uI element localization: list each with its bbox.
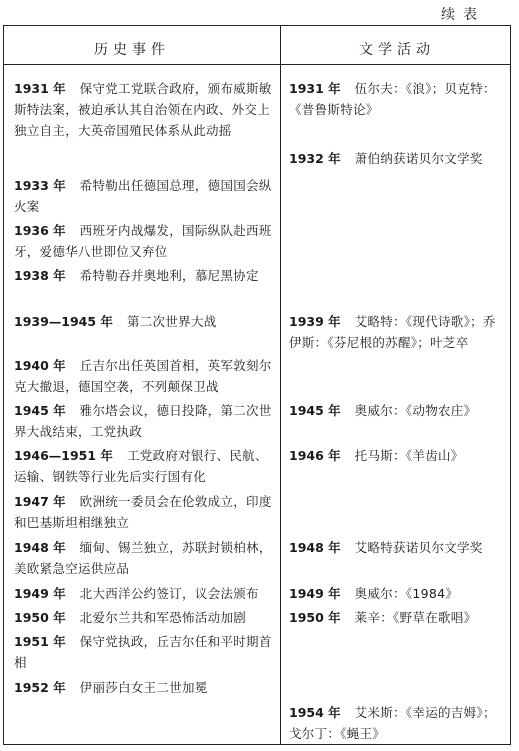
continued-label: 续表 bbox=[441, 7, 485, 23]
literature-entry: 1949 年 奥威尔：《1984》 bbox=[289, 586, 459, 601]
literature-header: 文学活动 bbox=[359, 42, 435, 58]
chronology-table bbox=[3, 25, 511, 745]
literature-entry: 1932 年 萧伯纳获诺贝尔文学奖 bbox=[289, 151, 483, 166]
history-entry: 1951 年 保守党执政，丘吉尔任和平时期首相 bbox=[14, 634, 272, 670]
history-entry: 1952 年 伊丽莎白女王二世加冕 bbox=[14, 680, 208, 695]
history-entry: 1946—1951 年 工党政府对银行、民航、运输、钢铁等行业先后实行国有化 bbox=[14, 448, 268, 484]
history-entry: 1950 年 北爱尔兰共和军恐怖活动加剧 bbox=[14, 610, 247, 625]
literature-entry: 1950 年 莱辛：《野草在歌唱》 bbox=[289, 610, 477, 625]
literature-entry: 1946 年 托马斯：《羊齿山》 bbox=[289, 448, 464, 463]
history-entry: 1939—1945 年 第二次世界大战 bbox=[14, 314, 217, 329]
literature-entry: 1945 年 奥威尔：《动物农庄》 bbox=[289, 403, 477, 418]
literature-entry: 1954 年 艾米斯：《幸运的吉姆》；戈尔丁：《蝇王》 bbox=[289, 705, 496, 741]
history-entry: 1948 年 缅甸、锡兰独立，苏联封锁柏林，美欧紧急空运供应品 bbox=[14, 540, 272, 576]
history-entry: 1947 年 欧洲统一委员会在伦敦成立，印度和巴基斯坦相继独立 bbox=[14, 494, 272, 530]
history-entry: 1938 年 希特勒吞并奥地利，慕尼黑协定 bbox=[14, 268, 259, 283]
history-entry: 1931 年 保守党工党联合政府，颁布威斯敏斯特法案，被迫承认其自治领在内政、外交上独立自主，大英帝国殖民体系从此动摇 bbox=[14, 81, 272, 138]
history-entry: 1933 年 希特勒出任德国总理，德国国会纵火案 bbox=[14, 178, 272, 214]
literature-entry: 1939 年 艾略特：《现代诗歌》；乔伊斯：《芬尼根的苏醒》；叶芝卒 bbox=[289, 314, 496, 350]
history-header: 历史事件 bbox=[94, 42, 170, 58]
literature-entry: 1931 年 伍尔夫：《浪》；贝克特：《普鲁斯特论》 bbox=[289, 81, 496, 117]
history-entry: 1936 年 西班牙内战爆发，国际纵队赴西班牙，爱德华八世即位又弃位 bbox=[14, 223, 272, 259]
history-entry: 1945 年 雅尔塔会议，德日投降，第二次世界大战结束，工党执政 bbox=[14, 403, 272, 439]
history-entry: 1949 年 北大西洋公约签订，议会法颁布 bbox=[14, 586, 259, 601]
column-divider bbox=[280, 26, 281, 744]
header-rule bbox=[4, 64, 510, 65]
history-entry: 1940 年 丘吉尔出任英国首相，英军敦刻尔克大撤退，德国空袭，不列颠保卫战 bbox=[14, 358, 272, 394]
literature-entry: 1948 年 艾略特获诺贝尔文学奖 bbox=[289, 540, 483, 555]
